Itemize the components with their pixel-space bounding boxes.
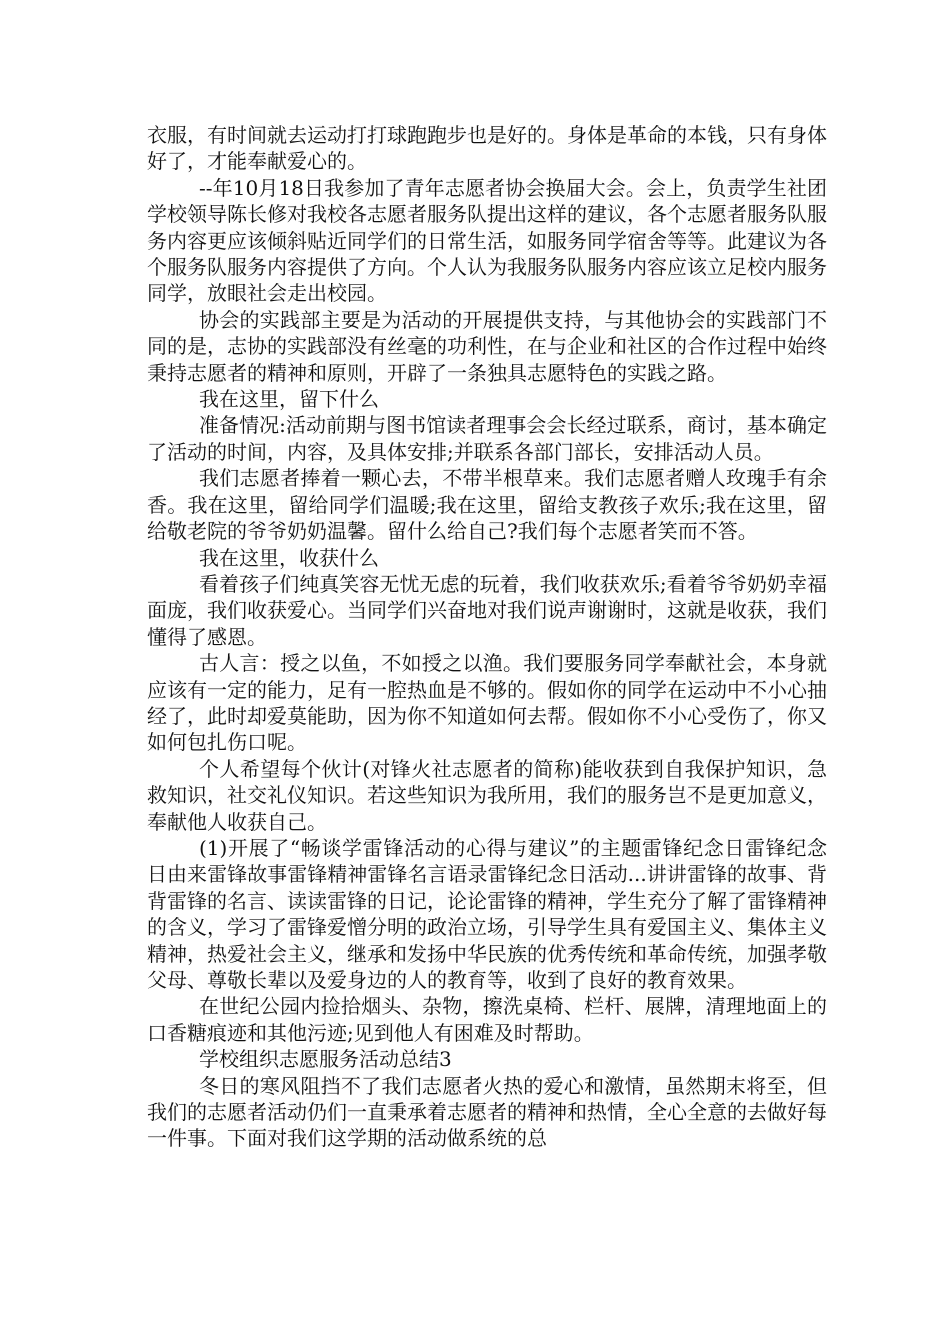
paragraph-preparation: 准备情况:活动前期与图书馆读者理事会会长经过联系，商讨，基本确定了活动的时间，内容，及具体安排;并联系各部门部长，安排活动人员。 xyxy=(147,413,827,464)
paragraph-volunteers-heart: 我们志愿者捧着一颗心去，不带半根草来。我们志愿者赠人玫瑰手有余香。我在这里，留给同学们温暖;我在这里，留给支教孩子欢乐;我在这里，留给敬老院的爷爷奶奶温馨。留什么给自己?我们每个志愿者笑而不答。 xyxy=(147,466,827,544)
paragraph-park-cleanup: 在世纪公园内捡拾烟头、杂物，擦洗桌椅、栏杆、展牌，清理地面上的口香糖痕迹和其他污迹;见到他人有困难及时帮助。 xyxy=(147,994,827,1045)
document-body xyxy=(147,122,827,1152)
paragraph-winter: 冬日的寒风阻挡不了我们志愿者火热的爱心和激情，虽然期末将至，但我们的志愿者活动仍们一直秉承着志愿者的精神和热情，全心全意的去做好每一件事。下面对我们这学期的活动做系统的总 xyxy=(147,1073,827,1151)
section-heading-leave: 我在这里，留下什么 xyxy=(199,387,379,412)
section-heading-summary-3: 学校组织志愿服务活动总结3 xyxy=(199,1047,452,1072)
paragraph-practice-department: 协会的实践部主要是为活动的开展提供支持，与其他协会的实践部门不同的是，志协的实践部没有丝毫的功利性，在与企业和社区的合作过程中始终秉持志愿者的精神和原则，开辟了一条独具志愿特色的实践之路。 xyxy=(147,307,827,385)
paragraph-ancient-saying: 古人言：授之以鱼，不如授之以渔。我们要服务同学奉献社会，本身就应该有一定的能力，足有一腔热血是不够的。假如你的同学在运动中不小心抽经了，此时却爱莫能助，因为你不知道如何去帮。假如你不小心受伤了，你又如何包扎伤口呢。 xyxy=(147,651,827,755)
paragraph-meeting: --年10月18日我参加了青年志愿者协会换届大会。会上，负责学生社团学校领导陈长修对我校各志愿者服务队提出这样的建议，各个志愿者服务队服务内容更应该倾斜贴近同学们的日常生活，如服务同学宿舍等等。此建议为各个服务队服务内容提供了方向。个人认为我服务队服务内容应该立足校内服务同学，放眼社会走出校园。 xyxy=(147,175,827,306)
paragraph-personal-hope: 个人希望每个伙计(对锋火社志愿者的简称)能收获到自我保护知识，急救知识，社交礼仪知识。若这些知识为我所用，我们的服务岂不是更加意义，奉献他人收获自己。 xyxy=(147,756,827,834)
paragraph-lei-feng: (1)开展了“畅谈学雷锋活动的心得与建议”的主题雷锋纪念日雷锋纪念日由来雷锋故事雷锋精神雷锋名言语录雷锋纪念日活动...讲讲雷锋的故事、背背雷锋的名言、读读雷锋的日记，论论雷锋的精神，学生充分了解了雷锋精神的含义，学习了雷锋爱憎分明的政治立场，引导学生具有爱国主义、集体主义精神，热爱社会主义，继承和发扬中华民族的优秀传统和革命传统，加强孝敬父母、尊敬长辈以及爱身边的人的教育等，收到了良好的教育效果。 xyxy=(147,835,827,992)
section-heading-gain: 我在这里，收获什么 xyxy=(199,545,379,570)
paragraph-continuation: 衣服，有时间就去运动打打球跑跑步也是好的。身体是革命的本钱，只有身体好了，才能奉献爱心的。 xyxy=(147,123,827,174)
paragraph-harvest: 看着孩子们纯真笑容无忧无虑的玩着，我们收获欢乐;看着爷爷奶奶幸福面庞，我们收获爱心。当同学们兴奋地对我们说声谢谢时，这就是收获，我们懂得了感恩。 xyxy=(147,571,827,649)
